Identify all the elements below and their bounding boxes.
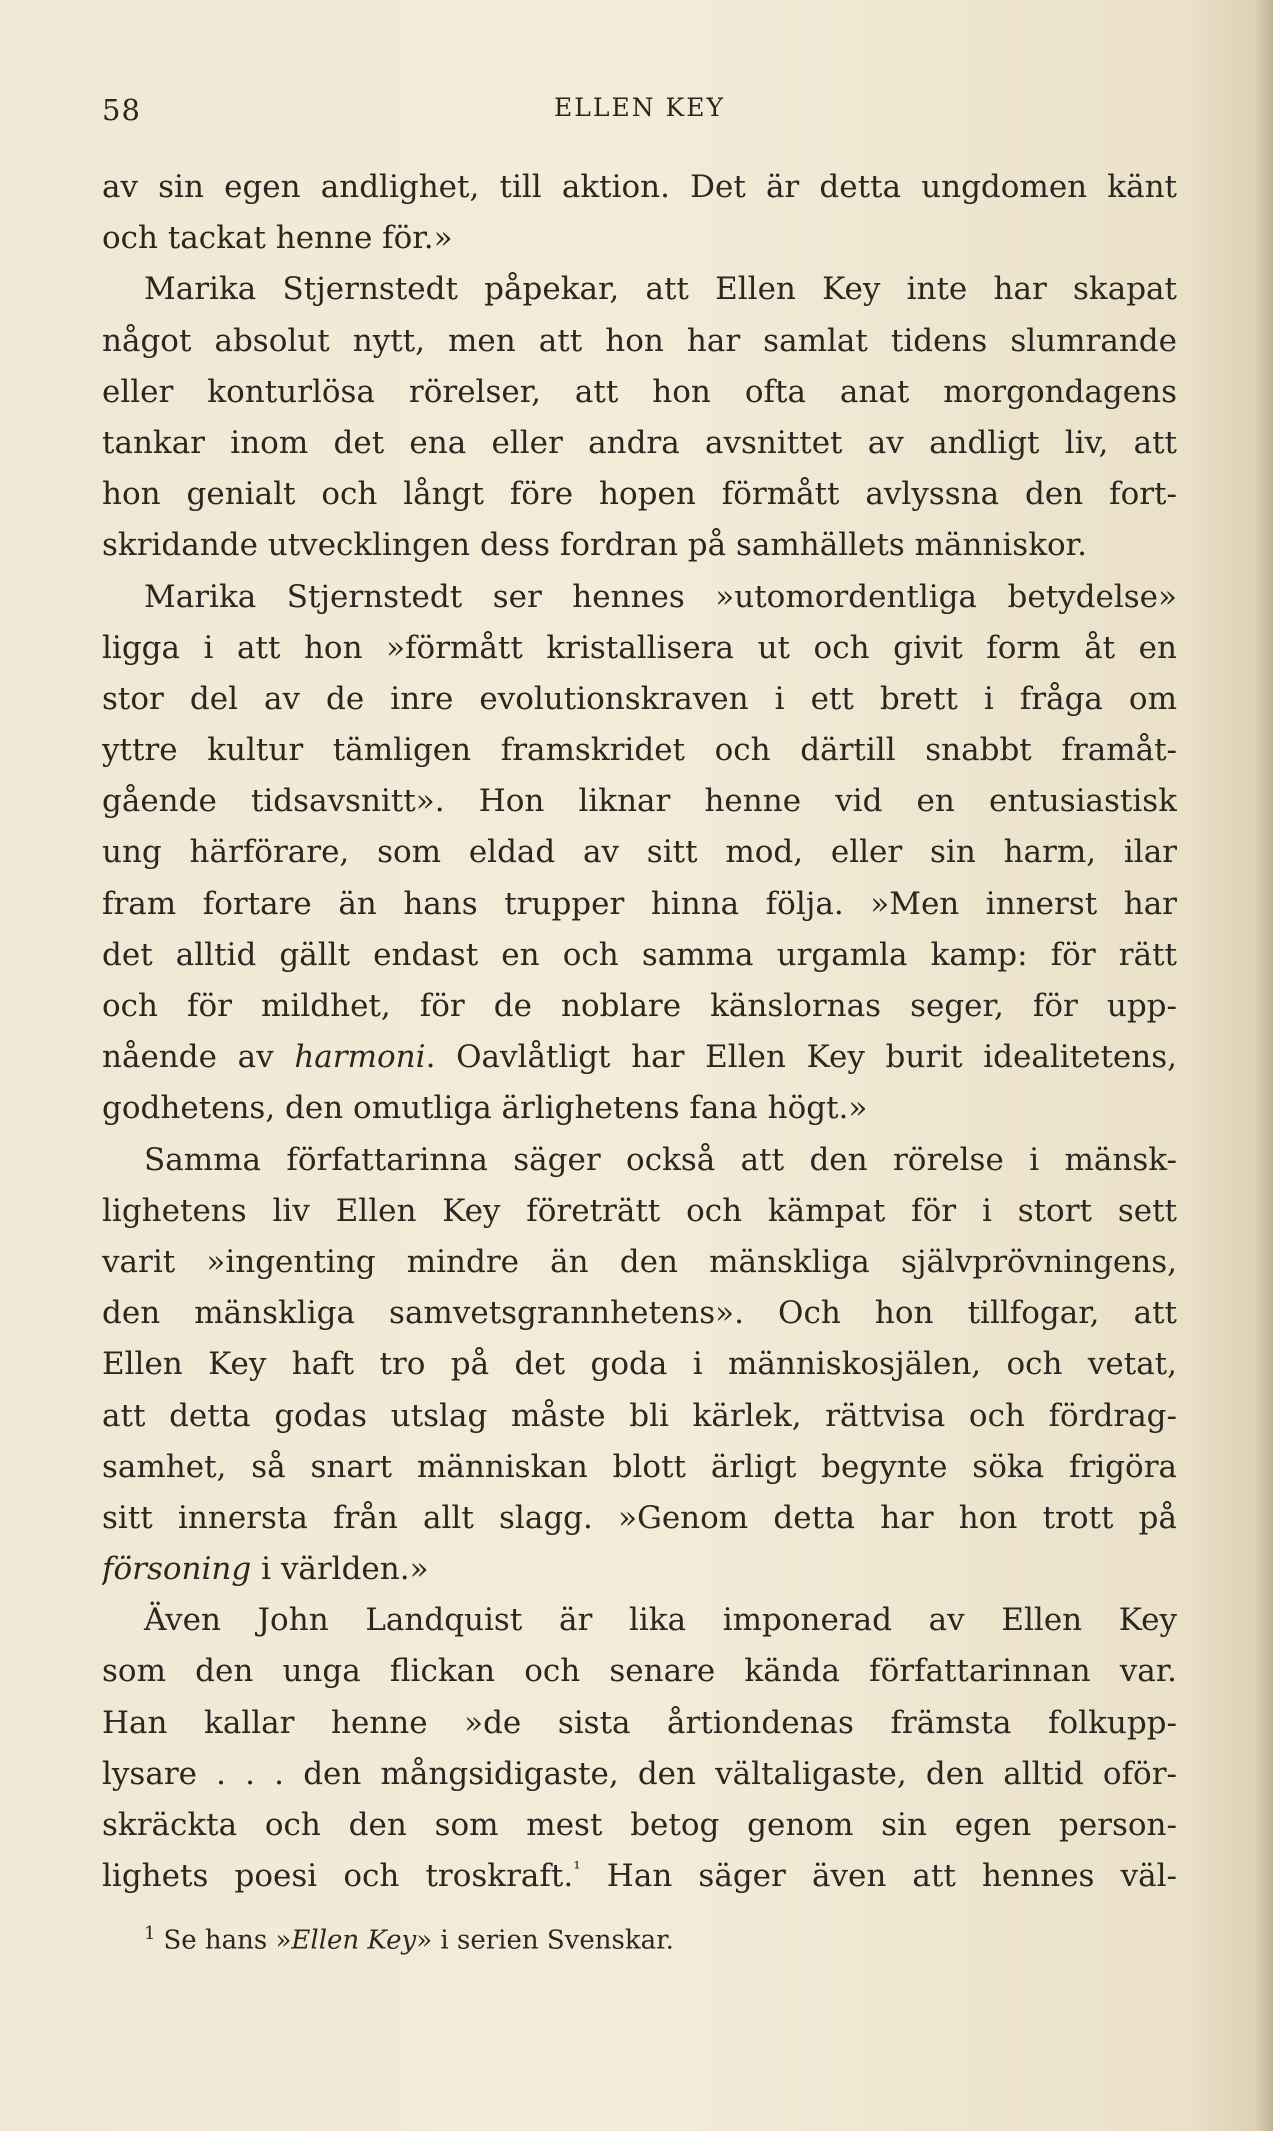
text-line: ligga i att hon »förmått kristallisera ut och givit form åt en (102, 629, 1177, 666)
text-line: samhet, så snart människan blott ärligt begynte söka frigöra (102, 1448, 1177, 1485)
text-line: försoning i världen.» (102, 1551, 429, 1588)
footnote-marker: 1 (144, 1923, 156, 1944)
text-line: lighetens liv Ellen Key företrätt och kämpat för i stort sett (102, 1192, 1177, 1229)
text-line: Han kallar henne »de sista årtiondenas främsta folkupp- (102, 1704, 1177, 1741)
text-line: lighets poesi och troskraft.$^{^1}$ Han säger även att hennes väl- (102, 1858, 1177, 1895)
text-line: eller konturlösa rörelser, att hon ofta anat morgondagens (102, 373, 1177, 410)
text-line: gående tidsavsnitt». Hon liknar henne vid en entusiastisk (102, 783, 1177, 820)
text-line: att detta godas utslag måste bli kärlek, rättvisa och fördrag- (102, 1397, 1177, 1434)
footnote-italic-title: Ellen Key (291, 1925, 417, 1956)
text-line: den mänskliga samvetsgrannhetens». Och hon tillfogar, att (102, 1295, 1177, 1332)
text-line: lysare . . . den mångsidigaste, den vältaligaste, den alltid oför- (102, 1755, 1177, 1792)
text-line: Marika Stjernstedt påpekar, att Ellen Key inte har skapat (144, 271, 1177, 308)
text-line: och tackat henne för.» (102, 220, 453, 257)
text-line: ung härförare, som eldad av sitt mod, eller sin harm, ilar (102, 834, 1177, 871)
text-line: varit »ingenting mindre än den mänskliga självprövningens, (102, 1243, 1177, 1280)
text-line: skridande utvecklingen dess fordran på samhällets människor. (102, 527, 1087, 564)
text-line: fram fortare än hans trupper hinna följa. »Men innerst har (102, 885, 1177, 922)
text-line: Marika Stjernstedt ser hennes »utomordentliga betydelse» (144, 578, 1177, 615)
running-head: ELLEN KEY (554, 93, 725, 122)
text-line: av sin egen andlighet, till aktion. Det är detta ungdomen känt (102, 169, 1177, 205)
text-line: som den unga flickan och senare kända författarinnan var. (102, 1653, 1177, 1690)
text-line: stor del av de inre evolutionskraven i ett brett i fråga om (102, 680, 1177, 717)
footnote-text-before: Se hans » (163, 1925, 292, 1956)
text-line: Samma författarinna säger också att den rörelse i mänsk- (144, 1141, 1177, 1178)
text-line: yttre kultur tämligen framskridet och därtill snabbt framåt- (102, 732, 1177, 769)
text-line: hon genialt och långt före hopen förmått avlyssna den fort- (102, 476, 1177, 513)
text-line: sitt innersta från allt slagg. »Genom detta har hon trott på (102, 1499, 1177, 1536)
footnote (102, 1910, 1177, 1965)
page-edge-shadow (1255, 0, 1273, 2131)
footnote-text-after: » i serien Svenskar. (416, 1925, 674, 1956)
text-line: Ellen Key haft tro på det goda i människosjälen, och vetat, (102, 1346, 1177, 1383)
page-header (102, 93, 1177, 133)
text-line: tankar inom det ena eller andra avsnittet av andligt liv, att (102, 424, 1177, 461)
text-line: godhetens, den omutliga ärlighetens fana högt.» (102, 1090, 868, 1127)
page-number: 58 (102, 93, 141, 127)
body-text (102, 162, 1177, 1902)
text-line: och för mildhet, för de noblare känslornas seger, för upp- (102, 988, 1177, 1024)
text-line: skräckta och den som mest betog genom sin egen person- (102, 1807, 1177, 1843)
text-line: det alltid gällt endast en och samma urgamla kamp: för rätt (102, 936, 1177, 973)
text-line: Även John Landquist är lika imponerad av Ellen Key (144, 1602, 1177, 1639)
text-line: nående av harmoni. Oavlåtligt har Ellen Key burit idealitetens, (102, 1039, 1177, 1076)
text-line: något absolut nytt, men att hon har samlat tidens slumrande (102, 322, 1177, 359)
